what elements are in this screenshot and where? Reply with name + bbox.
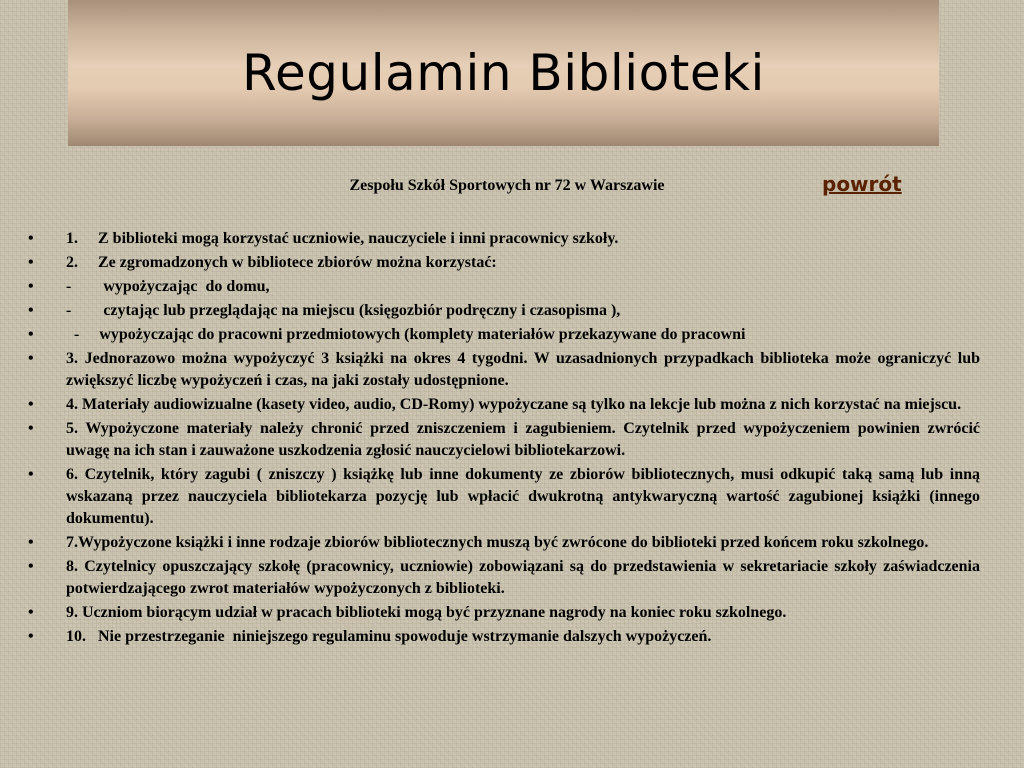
bullet-icon: • [28,254,34,271]
rule-text: 5. Wypożyczone materiały należy chronić przed zniszczeniem i zagubieniem. Czytelnik przed wypożyczeniem powinien zwrócić uwagę na ich stan i zauważone uszkodzenia zgłosić nauczycielowi bibliotekarzowi. [66,420,980,459]
rule-text: - czytając lub przeglądając na miejscu (księgozbiór podręczny i czasopisma ), [66,302,621,319]
bullet-icon: • [28,558,34,575]
bullet-icon: • [28,466,34,483]
rule-text: 6. Czytelnik, który zagubi ( zniszczy ) książkę lub inne dokumenty ze zbiorów bibliotecznych, musi odkupić taką samą lub inną wskazaną przez nauczyciela bibliotekarza pozycję lub wpłacić dwukrotną antykwaryczną wartość zagubionej książki (innego dokumentu). [66,466,980,527]
rules-list [22,228,980,650]
list-item [22,602,980,624]
rule-text: 9. Uczniom biorącym udział w pracach biblioteki mogą być przyznane nagrody na koniec roku szkolnego. [66,604,787,621]
list-item [22,252,980,274]
rule-text: 7.Wypożyczone książki i inne rodzaje zbiorów bibliotecznych muszą być zwrócone do biblioteki przed końcem roku szkolnego. [66,534,929,551]
bullet-icon: • [28,350,34,367]
list-item [22,276,980,298]
rule-text: - wypożyczając do pracowni przedmiotowych (komplety materiałów przekazywane do pracowni [66,326,746,343]
rule-text: 10. Nie przestrzeganie niniejszego regulaminu spowoduje wstrzymanie dalszych wypożyczeń. [66,628,712,645]
list-item [22,532,980,554]
bullet-icon: • [28,534,34,551]
bullet-icon: • [28,396,34,413]
rule-text: 8. Czytelnicy opuszczający szkołę (pracownicy, uczniowie) zobowiązani są do przedstawienia w sekretariacie szkoły zaświadczenia potwierdzającego zwrot materiałów wypożyczonych z biblioteki. [66,558,980,597]
bullet-icon: • [28,302,34,319]
back-link[interactable]: powrót [822,172,902,196]
list-item [22,464,980,530]
list-item [22,418,980,462]
school-subtitle: Zespołu Szkół Sportowych nr 72 w Warszawie [349,177,665,194]
list-item [22,626,980,648]
list-item [22,556,980,600]
list-item [22,300,980,322]
rule-text: 1. Z biblioteki mogą korzystać uczniowie, nauczyciele i inni pracownicy szkoły. [66,230,619,247]
rule-text: - wypożyczając do domu, [66,278,270,295]
list-item [22,394,980,416]
bullet-icon: • [28,278,34,295]
bullet-icon: • [28,326,34,343]
list-item [22,324,980,346]
bullet-icon: • [28,420,34,437]
page-title: Regulamin Biblioteki [242,44,765,102]
rule-text: 3. Jednorazowo można wypożyczyć 3 książki na okres 4 tygodni. W uzasadnionych przypadkach biblioteka może ograniczyć lub zwiększyć liczbę wypożyczeń i czas, na jaki zostały udostępnione. [66,350,980,389]
list-item [22,348,980,392]
bullet-icon: • [28,604,34,621]
rule-text: 2. Ze zgromadzonych w bibliotece zbiorów można korzystać: [66,254,497,271]
bullet-icon: • [28,230,34,247]
rule-text: 4. Materiały audiowizualne (kasety video, audio, CD-Romy) wypożyczane są tylko na lekcje lub można z nich korzystać na miejscu. [66,396,962,413]
title-banner [68,0,939,146]
bullet-icon: • [28,628,34,645]
list-item [22,228,980,250]
